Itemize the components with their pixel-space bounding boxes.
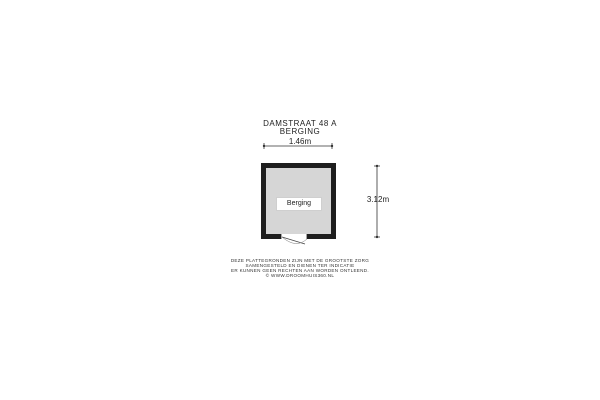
disclaimer-line: SAMENGESTELD EN DIENEN TER INDICATIE bbox=[245, 263, 355, 268]
disclaimer-line: ER KUNNEN GEEN RECHTEN AAN WORDEN ONTLEEND. bbox=[231, 268, 369, 273]
floor-title: BERGING bbox=[279, 127, 321, 136]
height-dimension-label: 3.12m bbox=[366, 195, 390, 204]
disclaimer-line: DEZE PLATTEGRONDEN ZIJN MET DE GROOTSTE ZORG bbox=[230, 258, 370, 263]
disclaimer-copyright: © WWW.DROOMHUIS360.NL bbox=[265, 273, 335, 278]
address-title: DAMSTRAAT 48 A bbox=[263, 119, 337, 128]
room-label: Berging bbox=[276, 197, 322, 211]
width-dimension-label: 1.46m bbox=[288, 137, 312, 146]
